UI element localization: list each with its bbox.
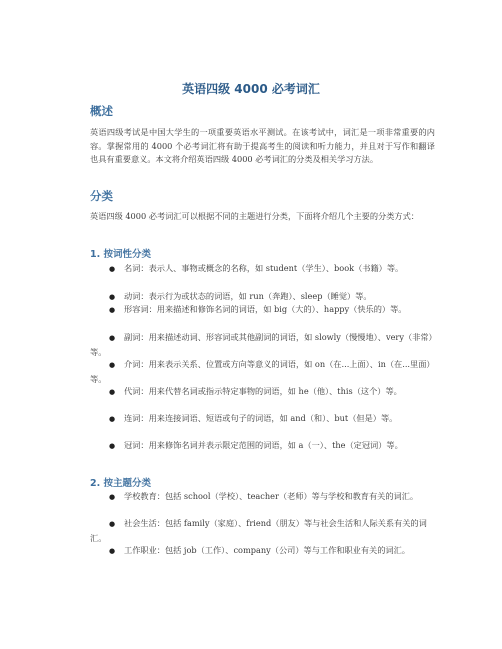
list-item-text: 动词：表示行为或状态的词语，如 run（奔跑）、sleep（睡觉）等。 — [124, 291, 372, 301]
overview-paragraph: 英语四级考试是中国大学生的一项重要英语水平测试。在该考试中，词汇是一项非常重要的内容。掌握常用的 4000 个必考词汇将有助于提高考生的阅读和听力能力，并且对于写作和翻译也具有重要意义。本文将介绍英语四级 4000 必考词汇的分类及相关学习方法。 — [90, 127, 435, 165]
bullet-icon: ● — [109, 442, 116, 450]
bullet-icon: ● — [109, 493, 116, 501]
list-item — [90, 412, 435, 427]
list-item — [90, 262, 435, 277]
list-item-text: 冠词：用来修饰名词并表示限定范围的词语，如 a（一）、the（定冠词）等。 — [124, 440, 403, 450]
bullet-icon: ● — [109, 520, 116, 528]
bullet-icon: ● — [109, 334, 116, 342]
subsection-heading-by-part-of-speech: 1. 按词性分类 — [90, 249, 152, 260]
bullet-icon: ● — [109, 388, 116, 396]
subsection-heading-by-topic: 2. 按主题分类 — [90, 478, 152, 489]
list-item-text: 学校教育：包括 school（学校）、teacher（老师）等与学校和教育有关的词汇。 — [124, 491, 419, 501]
list-item — [90, 517, 435, 545]
document-title: 英语四级 4000 必考词汇 — [182, 82, 320, 96]
list-item-text: 形容词：用来描述和修饰名词的词语，如 big（大的）、happy（快乐的）等。 — [124, 304, 407, 314]
list-item — [90, 303, 435, 318]
bullet-icon: ● — [109, 293, 116, 301]
list-item-text: 连词：用来连接词语、短语或句子的词语，如 and（和）、but（但是）等。 — [124, 413, 398, 423]
list-item — [90, 331, 435, 359]
list-item-text: 代词：用来代替名词或指示特定事物的词语，如 he（他）、this（这个）等。 — [124, 386, 402, 396]
bullet-icon: ● — [109, 361, 116, 369]
section-heading-overview: 概述 — [90, 104, 113, 118]
bullet-icon: ● — [109, 306, 116, 314]
classification-paragraph: 英语四级 4000 必考词汇可以根据不同的主题进行分类，下面将介绍几个主要的分类方式： — [90, 211, 419, 221]
list-item — [90, 385, 435, 400]
list-item-text: 介词：用来表示关系、位置或方向等意义的词语，如 on（在...上面）、in（在...里面）等。 — [90, 359, 435, 384]
list-item — [90, 439, 435, 454]
list-item-text: 名词：表示人、事物或概念的名称，如 student（学生）、book（书籍）等。 — [124, 263, 404, 273]
list-item — [90, 358, 435, 386]
bullet-icon: ● — [109, 415, 116, 423]
list-item — [90, 544, 435, 559]
list-item-text: 副词：用来描述动词、形容词或其他副词的词语，如 slowly（慢慢地）、very（非常）等。 — [90, 332, 433, 357]
bullet-icon: ● — [109, 547, 116, 555]
list-item — [90, 490, 435, 505]
list-item-text: 社会生活：包括 family（家庭）、friend（朋友）等与社会生活和人际关系有关的词汇。 — [90, 518, 427, 543]
section-heading-classification: 分类 — [90, 189, 113, 203]
list-item-text: 工作职业：包括 job（工作）、company（公司）等与工作和职业有关的词汇。 — [124, 545, 410, 555]
bullet-icon: ● — [109, 265, 116, 273]
